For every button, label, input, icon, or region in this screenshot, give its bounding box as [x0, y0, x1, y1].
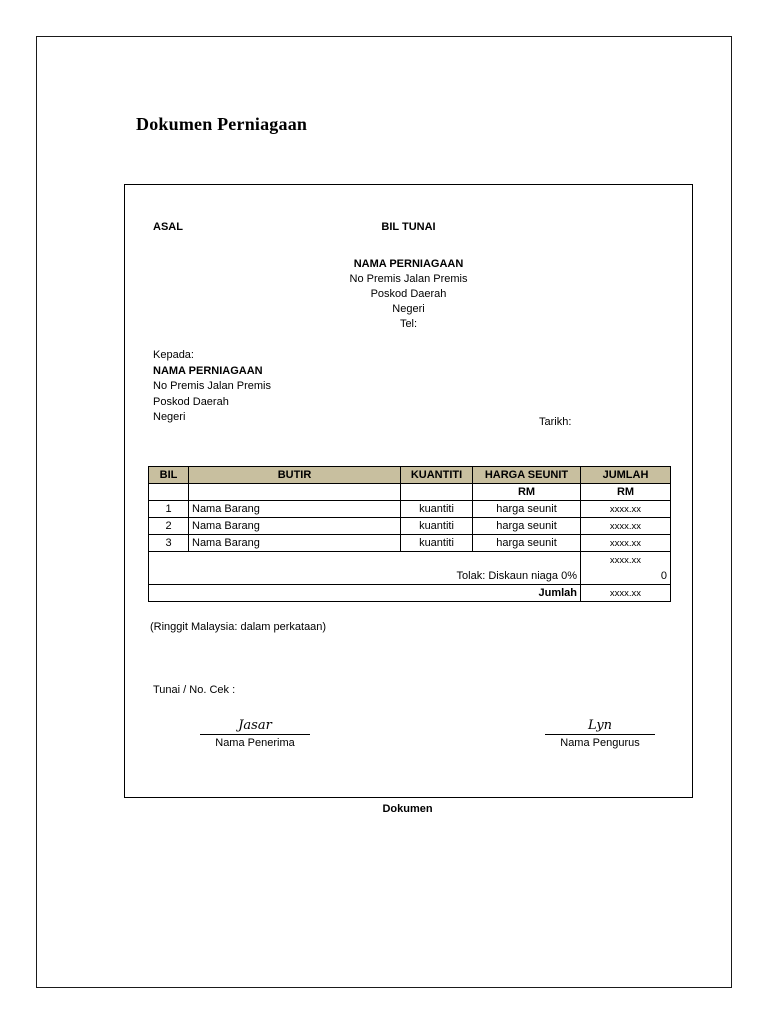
table-row	[149, 535, 671, 552]
currency-harga: RM	[473, 484, 581, 501]
document-caption: Dokumen	[382, 803, 433, 815]
empty-cell	[401, 484, 473, 501]
recipient-address-line3: Negeri	[153, 411, 186, 423]
total-label: Jumlah	[149, 585, 581, 602]
recipient-label: Kepada:	[153, 349, 194, 361]
cell-butir: Nama Barang	[189, 535, 401, 552]
cell-bil: 1	[149, 501, 189, 518]
amount-in-words-note: (Ringgit Malaysia: dalam perkataan)	[150, 621, 327, 633]
recipient-address-block	[153, 348, 271, 426]
receiver-signature-label: Nama Penerima	[215, 737, 295, 749]
bill-items-table	[148, 466, 671, 602]
cell-jumlah: xxxx.xx	[581, 535, 671, 552]
currency-jumlah: RM	[581, 484, 671, 501]
manager-signature-label: Nama Pengurus	[560, 737, 640, 749]
col-header-harga-seunit: HARGA SEUNIT	[473, 467, 581, 484]
recipient-address-line1: No Premis Jalan Premis	[153, 380, 271, 392]
table-row	[149, 518, 671, 535]
empty-cell	[149, 552, 581, 569]
cell-butir: Nama Barang	[189, 518, 401, 535]
col-header-kuantiti: KUANTITI	[401, 467, 473, 484]
signature-line	[545, 718, 655, 735]
table-row	[149, 501, 671, 518]
subtotal-row	[149, 552, 671, 569]
document-type-title: BIL TUNAI	[381, 221, 436, 233]
cell-bil: 2	[149, 518, 189, 535]
seller-address-line1: No Premis Jalan Premis	[349, 273, 468, 285]
col-header-butir: BUTIR	[189, 467, 401, 484]
currency-row	[149, 484, 671, 501]
seller-address-line2: Poskod Daerah	[370, 288, 447, 300]
table-header-row	[149, 467, 671, 484]
cell-kuantiti: kuantiti	[401, 501, 473, 518]
receiver-signature: Jasar	[238, 718, 272, 733]
seller-tel: Tel:	[399, 318, 418, 330]
signature-block-receiver	[180, 718, 330, 749]
cell-jumlah: xxxx.xx	[581, 501, 671, 518]
col-header-bil: BIL	[149, 467, 189, 484]
manager-signature: Lyn	[587, 718, 613, 733]
date-label: Tarikh:	[539, 416, 572, 428]
bill-document	[124, 184, 693, 798]
cell-jumlah: xxxx.xx	[581, 518, 671, 535]
empty-cell	[149, 484, 189, 501]
cell-kuantiti: kuantiti	[401, 535, 473, 552]
cell-kuantiti: kuantiti	[401, 518, 473, 535]
bill-header	[125, 221, 692, 237]
seller-address-line3: Negeri	[392, 303, 425, 315]
discount-value: 0	[581, 568, 671, 585]
recipient-address-line2: Poskod Daerah	[153, 395, 229, 408]
seller-name: NAMA PERNIAGAAN	[353, 258, 464, 270]
recipient-name: NAMA PERNIAGAAN	[153, 364, 263, 377]
empty-cell	[189, 484, 401, 501]
copy-label: ASAL	[153, 221, 183, 233]
cell-harga: harga seunit	[473, 535, 581, 552]
payment-method-line: Tunai / No. Cek :	[153, 684, 236, 696]
document-page	[36, 36, 732, 988]
discount-label: Tolak: Diskaun niaga 0%	[149, 568, 581, 585]
cell-harga: harga seunit	[473, 501, 581, 518]
signature-line	[200, 718, 310, 735]
discount-row	[149, 568, 671, 585]
cell-bil: 3	[149, 535, 189, 552]
page-title: Dokumen Perniagaan	[136, 114, 308, 134]
total-row	[149, 585, 671, 602]
subtotal-value: xxxx.xx	[581, 552, 671, 569]
signature-block-manager	[525, 718, 675, 749]
seller-address-block	[125, 257, 692, 332]
col-header-jumlah: JUMLAH	[581, 467, 671, 484]
cell-harga: harga seunit	[473, 518, 581, 535]
total-value: xxxx.xx	[581, 585, 671, 602]
cell-butir: Nama Barang	[189, 501, 401, 518]
